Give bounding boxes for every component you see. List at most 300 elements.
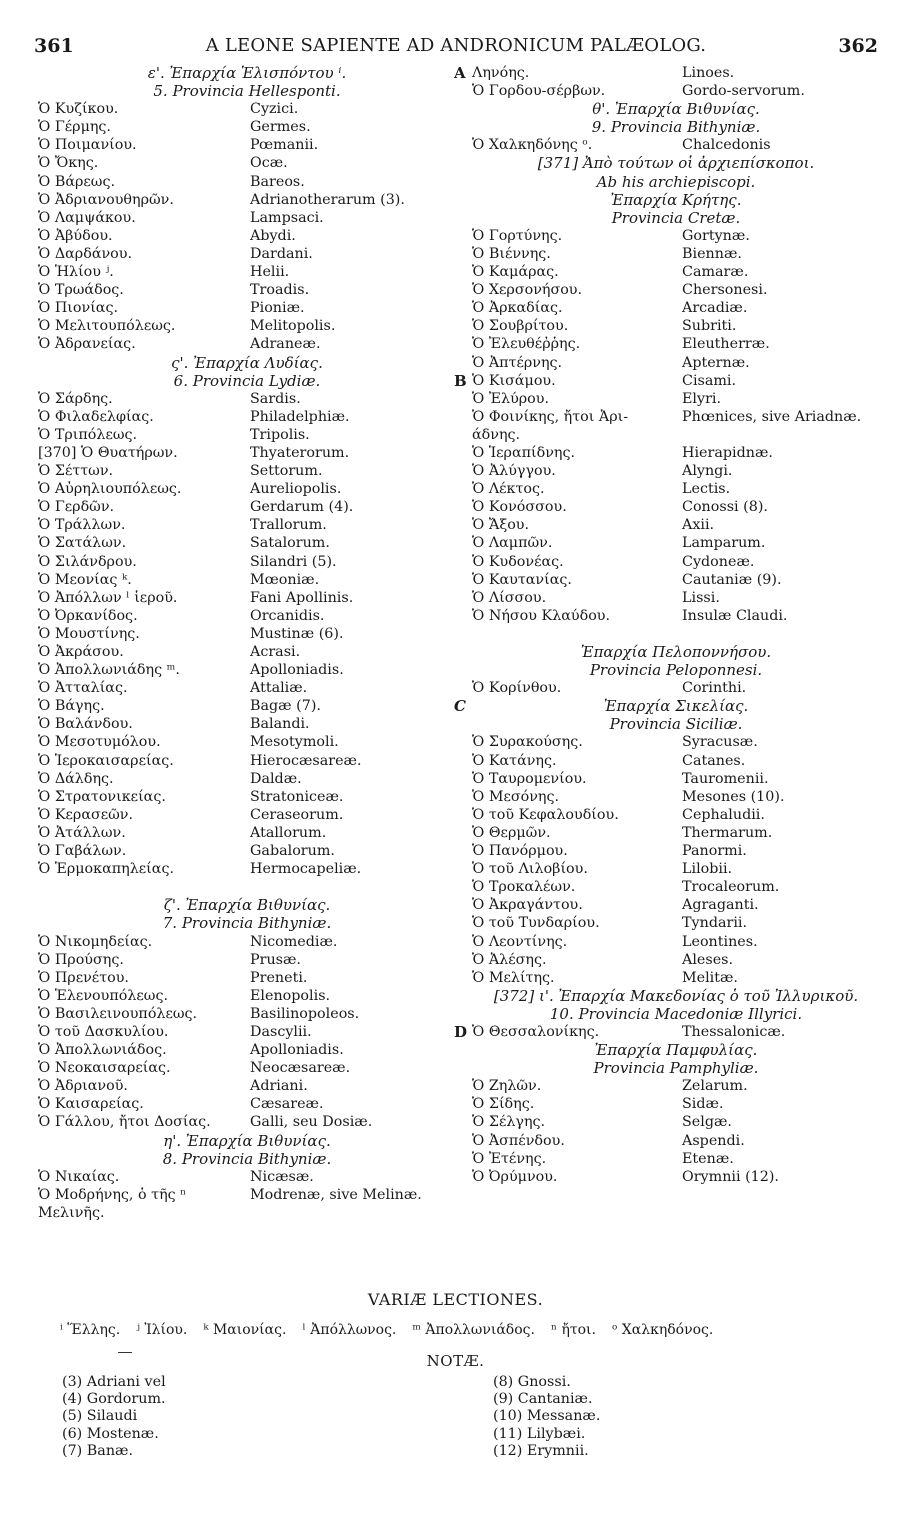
section-heading: 6. Provincia Lydiæ. xyxy=(173,371,321,390)
latin-see-name: Dascylii. xyxy=(250,1023,312,1040)
see-entry xyxy=(472,571,880,589)
greek-see-name: Ὁ Σίδης. xyxy=(472,1096,535,1113)
greek-see-name: Ὁ Σάρδης. xyxy=(38,390,113,407)
latin-see-name: Lissi. xyxy=(682,589,720,606)
greek-see-name: Ὁ Βασιλεινουπόλεως. xyxy=(38,1005,198,1022)
latin-see-name: Thermarum. xyxy=(682,824,773,841)
greek-see-name: Ὁ Ἀπόλλων ˡ ἱεροῦ. xyxy=(38,589,178,606)
see-entry xyxy=(38,770,456,788)
see-entry xyxy=(472,136,880,154)
greek-see-name: Ὁ Ἑρμοκαπηλείας. xyxy=(38,861,174,878)
latin-see-name: Gortynæ. xyxy=(682,227,750,244)
see-entry xyxy=(38,1186,456,1204)
see-entry xyxy=(38,281,456,299)
greek-see-name: Ὁ Ἐλευθέῤῥης. xyxy=(472,336,581,353)
see-entry xyxy=(38,607,456,625)
latin-see-name: Stratoniceæ. xyxy=(250,788,344,805)
latin-see-name: Helii. xyxy=(250,264,290,281)
greek-see-name: Ὁ Μελίτης. xyxy=(472,969,555,986)
section-heading: [372] ι'. Ἐπαρχία Μακεδονίας ὁ τοῦ Ἰλλυρικοῦ. xyxy=(493,986,859,1005)
left-column xyxy=(38,64,456,1222)
greek-see-name: Ὁ Δαρδάνου. xyxy=(38,245,133,262)
greek-see-name: Ὁ Σέττων. xyxy=(38,463,114,480)
greek-see-name: Ὁ Μελιτουπόλεως. xyxy=(38,318,176,335)
variae-lectiones-title: VARIÆ LECTIONES. xyxy=(367,1290,544,1309)
note-item: (7) Banæ. xyxy=(62,1442,134,1459)
greek-see-name: Ὁ Μεονίας ᵏ. xyxy=(38,571,132,588)
section-heading: Ἐπαρχία Σικελίας. C xyxy=(454,697,749,716)
greek-see-name: Ὁ Τροκαλέων. xyxy=(472,879,576,896)
latin-see-name: Trallorum. xyxy=(250,517,327,534)
section-heading: ε'. Ἐπαρχία Ἑλισπόντου ⁱ. xyxy=(147,64,347,82)
latin-see-name: Elyri. xyxy=(682,390,722,407)
greek-see-name: Ὁ Θεσσαλονίκης. xyxy=(472,1023,600,1040)
latin-see-name: Melitopolis. xyxy=(250,318,336,335)
margin-letter: A xyxy=(454,64,466,82)
latin-see-name: Bagæ (7). xyxy=(250,698,321,715)
latin-see-name: Adriani. xyxy=(250,1078,308,1095)
notes-right xyxy=(493,1374,600,1460)
greek-see-name: Ληνόης. xyxy=(472,65,530,81)
latin-see-name: Axii. xyxy=(682,517,715,534)
see-entry xyxy=(38,1005,456,1023)
see-entry xyxy=(472,1077,880,1095)
latin-see-name: Nicomediæ. xyxy=(250,933,338,950)
see-entry xyxy=(472,444,880,462)
see-entry xyxy=(38,299,456,317)
greek-see-name: Ὁ Πρενέτου. xyxy=(38,969,129,986)
latin-see-name: Zelarum. xyxy=(682,1078,748,1095)
latin-see-name: Camaræ. xyxy=(682,264,749,281)
latin-see-name: Germes. xyxy=(250,119,311,136)
latin-see-name: Satalorum. xyxy=(250,535,330,552)
see-entry xyxy=(472,752,880,770)
latin-see-name: Catanes. xyxy=(682,752,746,769)
greek-see-name: Ὁ Ἡλίου ʲ. xyxy=(38,264,114,281)
latin-see-name: Ceraseorum. xyxy=(250,806,344,823)
latin-see-name: Basilinopoleos. xyxy=(250,1005,360,1022)
greek-see-name: Ὁ Ἑλενουπόλεως. xyxy=(38,987,168,1004)
greek-see-name: Ὁ Ταυρομενίου. xyxy=(472,770,587,787)
variant-reading: ˡ Ἀπόλλωνος. xyxy=(302,1322,397,1338)
note-item: (12) Erymnii. xyxy=(493,1442,589,1459)
section-heading: ζ'. Ἐπαρχία Βιθυνίας. xyxy=(163,896,331,915)
greek-see-name: Ὁ Ἀρκαδίας. xyxy=(472,300,563,317)
see-entry xyxy=(38,987,456,1005)
spacer xyxy=(472,625,880,643)
greek-see-name: Ὁ τοῦ Κεφαλουδίου. xyxy=(472,806,619,823)
latin-see-name: Apternæ. xyxy=(682,354,750,371)
latin-see-name: Thessalonicæ. xyxy=(682,1023,786,1040)
greek-see-name: Ὁ Ἱεροκαισαρείας. xyxy=(38,752,174,769)
latin-see-name: Bareos. xyxy=(250,173,305,190)
latin-see-name: Cephaludii. xyxy=(682,806,765,823)
notes-left xyxy=(62,1374,166,1460)
greek-see-name: Ὁ Λαμπῶν. xyxy=(472,535,553,552)
latin-see-name: Orymnii (12). xyxy=(682,1168,779,1185)
latin-see-name: Selgæ. xyxy=(682,1114,732,1131)
see-entry xyxy=(38,842,456,860)
greek-see-name: Ὁ Γάλλου, ἤτοι Δοσίας. xyxy=(38,1114,211,1131)
greek-see-name: Ὁ Σουβρίτου. xyxy=(472,318,569,335)
see-entry xyxy=(472,553,880,571)
latin-see-name: Conossi (8). xyxy=(682,499,768,516)
section-heading: [371] Ἀπὸ τούτων οἱ ἀρχιεπίσκοποι. xyxy=(537,154,815,173)
greek-see-name: Ὁ Καυτανίας. xyxy=(472,571,572,588)
latin-see-name: Aureliopolis. xyxy=(250,481,342,498)
latin-see-name: Cæsareæ. xyxy=(250,1096,324,1113)
see-entry xyxy=(38,969,456,987)
see-entry xyxy=(38,733,456,751)
see-entry xyxy=(38,209,456,227)
see-entry xyxy=(38,390,456,408)
right-column xyxy=(454,64,880,1186)
greek-see-name: Ὁ Ἀτταλίας. xyxy=(38,680,128,697)
greek-see-name: Ὁ τοῦ Τυνδαρίου. xyxy=(472,915,600,932)
latin-see-name: Mœoniæ. xyxy=(250,571,320,588)
latin-see-name: Sardis. xyxy=(250,390,301,407)
latin-see-name: Cisami. xyxy=(682,372,737,389)
section-heading: 8. Provincia Bithyniæ. xyxy=(162,1149,332,1168)
see-entry xyxy=(38,227,456,245)
greek-see-name: Ὁ Μουστίνης. xyxy=(38,625,140,642)
greek-see-name: Ὁ Ἀπτέρνης. xyxy=(472,354,563,371)
latin-see-name: Tripolis. xyxy=(250,426,310,443)
latin-see-name: Insulæ Claudi. xyxy=(682,607,788,624)
see-entry xyxy=(38,860,456,878)
greek-see-name: Ὁ Ἀδριανοῦ. xyxy=(38,1078,128,1095)
greek-see-name: Ὁ Ἄξου. xyxy=(472,517,530,534)
greek-see-name: Ὁ Γαβάλων. xyxy=(38,843,127,860)
greek-see-name: Ὁ Ἀτάλλων. xyxy=(38,824,126,841)
see-entry xyxy=(38,553,456,571)
latin-see-name: Panormi. xyxy=(682,843,747,860)
see-entry xyxy=(472,589,880,607)
note-item: (11) Lilybæi. xyxy=(493,1425,586,1442)
variant-reading: ⁱ Ἕλλης. xyxy=(60,1322,121,1338)
see-entry xyxy=(38,752,456,770)
latin-see-name: Aspendi. xyxy=(682,1132,745,1149)
greek-see-name: Ὁ Τράλλων. xyxy=(38,517,126,534)
see-entry xyxy=(38,788,456,806)
see-entry xyxy=(38,697,456,715)
latin-see-name: Galli, seu Dosiæ. xyxy=(250,1114,373,1131)
greek-see-name: Ὁ Συρακούσης. xyxy=(472,734,583,751)
greek-see-name: Ὁ Ἀλέσης. xyxy=(472,951,547,968)
greek-see-name: Ὁ Τρωάδος. xyxy=(38,282,124,299)
latin-see-name: Linoes. xyxy=(682,65,735,81)
latin-see-name: Prusæ. xyxy=(250,951,301,968)
variant-reading: ʲ Ἰλίου. xyxy=(136,1322,188,1338)
latin-see-name: Corinthi. xyxy=(682,680,747,697)
section-heading: 7. Provincia Bithyniæ. xyxy=(162,914,332,933)
see-entry xyxy=(38,426,456,444)
section-heading: Provincia Peloponnesi. xyxy=(589,661,763,680)
see-entry xyxy=(472,1113,880,1131)
see-entry xyxy=(472,354,880,372)
latin-see-name: Atallorum. xyxy=(250,824,327,841)
see-entry xyxy=(38,1113,456,1131)
page-number-right: 362 xyxy=(838,35,878,57)
greek-see-name: Ὁ Μοδρήνης, ὁ τῆς ⁿ xyxy=(38,1186,187,1203)
note-item: (3) Adriani vel xyxy=(62,1374,166,1390)
greek-see-name: Ὁ Πανόρμου. xyxy=(472,843,568,860)
greek-see-name: Ὁ Λεοντίνης. xyxy=(472,933,568,950)
latin-see-name: Leontines. xyxy=(682,933,758,950)
latin-see-name: Hermocapeliæ. xyxy=(250,861,362,878)
latin-see-name: Eleutherræ. xyxy=(682,336,770,353)
see-entry xyxy=(38,715,456,733)
see-entry xyxy=(38,263,456,281)
see-entry xyxy=(38,643,456,661)
greek-see-name: Ὁ Κυζίκου. xyxy=(38,101,119,118)
see-entry xyxy=(38,335,456,353)
see-entry xyxy=(38,1204,456,1222)
section-heading: Ab his archiepiscopi. xyxy=(596,172,756,191)
latin-see-name: Cydoneæ. xyxy=(682,553,755,570)
page-header xyxy=(34,35,878,59)
greek-see-name: Ὁ Ἱεραπίδνης. xyxy=(472,444,576,461)
see-entry xyxy=(472,516,880,534)
see-entry xyxy=(38,933,456,951)
greek-see-name: Ὁ Ἐτένης. xyxy=(472,1150,547,1167)
latin-see-name: Ocæ. xyxy=(250,155,288,172)
greek-see-name: [370] Ὁ Θυατήρων. xyxy=(38,444,178,461)
see-entry xyxy=(38,408,456,426)
see-entry xyxy=(38,571,456,589)
latin-see-name: Phœnices, sive Ariadnæ. xyxy=(682,408,862,425)
see-entry xyxy=(472,896,880,914)
greek-see-name: Ὁ Προύσης. xyxy=(38,951,124,968)
latin-see-name: Orcanidis. xyxy=(250,607,325,624)
see-entry xyxy=(472,299,880,317)
section-heading: Provincia Cretæ. xyxy=(611,208,741,227)
latin-see-name: Hierapidnæ. xyxy=(682,444,773,461)
variant-reading: ⁿ ἤτοι. xyxy=(550,1322,596,1338)
see-entry xyxy=(38,625,456,643)
see-entry xyxy=(472,1132,880,1150)
see-entry xyxy=(472,462,880,480)
see-entry xyxy=(472,227,880,245)
see-entry xyxy=(472,770,880,788)
greek-see-name: Ὁ Κατάνης. xyxy=(472,752,557,769)
section-heading: θ'. Ἐπαρχία Βιθυνίας. xyxy=(592,100,760,119)
see-entry xyxy=(472,1095,880,1113)
see-entry xyxy=(38,317,456,335)
greek-see-name: Ὁ Αὐρηλιουπόλεως. xyxy=(38,481,182,498)
see-entry xyxy=(38,1059,456,1077)
latin-see-name: Hierocæsareæ. xyxy=(250,752,362,769)
greek-see-name: Ὁ Ἀπολλωνιάδης ᵐ. xyxy=(38,662,180,679)
latin-see-name: Apolloniadis. xyxy=(250,662,344,679)
see-entry xyxy=(38,498,456,516)
latin-see-name: Alyngi. xyxy=(682,463,733,480)
see-entry xyxy=(38,154,456,172)
latin-see-name: Fani Apollinis. xyxy=(250,589,354,606)
see-entry xyxy=(38,1023,456,1041)
see-entry xyxy=(472,824,880,842)
section-heading: 10. Provincia Macedoniæ Illyrici. xyxy=(549,1004,803,1023)
latin-see-name: Agraganti. xyxy=(682,897,759,914)
greek-see-name: Ὁ Μεσοτυμόλου. xyxy=(38,734,161,751)
latin-see-name: Melitæ. xyxy=(682,969,738,986)
section-heading: η'. Ἐπαρχία Βιθυνίας. xyxy=(163,1131,331,1150)
running-title: A LEONE SAPIENTE AD ANDRONICUM PALÆOLOG. xyxy=(205,35,707,56)
latin-see-name: Chalcedonis xyxy=(682,137,771,154)
latin-see-name: Nicæsæ. xyxy=(250,1168,314,1185)
latin-see-name: Cautaniæ (9). xyxy=(682,571,782,588)
latin-see-name: Lamparum. xyxy=(682,535,766,552)
see-entry xyxy=(38,444,456,462)
see-entry xyxy=(472,1168,880,1186)
greek-see-name: Ὁ Κυδονέας. xyxy=(472,553,564,570)
see-entry xyxy=(472,951,880,969)
see-entry xyxy=(472,480,880,498)
latin-see-name: Trocaleorum. xyxy=(682,879,780,896)
greek-see-name: Ὁ Νεοκαισαρείας. xyxy=(38,1060,171,1077)
note-item: (6) Mostenæ. xyxy=(62,1425,159,1442)
see-entry xyxy=(472,733,880,751)
latin-see-name: Etenæ. xyxy=(682,1150,734,1167)
note-item: (5) Silaudi xyxy=(62,1408,138,1425)
margin-letter: B xyxy=(454,371,467,390)
note-item: (9) Cantaniæ. xyxy=(493,1391,593,1408)
see-entry xyxy=(472,317,880,335)
see-entry xyxy=(472,788,880,806)
see-entry xyxy=(38,462,456,480)
margin-letter: D xyxy=(454,1022,468,1041)
see-entry xyxy=(472,969,880,987)
see-entry xyxy=(38,118,456,136)
greek-see-name: Ὁ Γέρμης. xyxy=(38,119,111,136)
greek-see-name: Ὁ Στρατονικείας. xyxy=(38,788,166,805)
greek-see-name: άδνης. xyxy=(472,426,521,443)
greek-see-name: Ὁ Ἀδριανουθηρῶν. xyxy=(38,191,174,208)
section-heading: Ἐπαρχία Παμφυλίας. xyxy=(594,1041,758,1060)
see-entry xyxy=(38,806,456,824)
latin-see-name: Subriti. xyxy=(682,318,737,335)
greek-see-name: Ὁ Καισαρείας. xyxy=(38,1096,144,1113)
see-entry xyxy=(472,390,880,408)
margin-letter: C xyxy=(454,697,466,716)
see-entry xyxy=(472,914,880,932)
greek-see-name: Ὁ Λαμψάκου. xyxy=(38,209,136,226)
latin-see-name: Pioniæ. xyxy=(250,300,305,317)
latin-see-name: Lampsaci. xyxy=(250,209,324,226)
latin-see-name: Silandri (5). xyxy=(250,553,337,570)
variae-lectiones xyxy=(60,1322,880,1338)
section-heading: 9. Provincia Bithyniæ. xyxy=(591,118,761,137)
latin-see-name: Attaliæ. xyxy=(250,680,308,697)
greek-see-name: Ὁ τοῦ Λιλοβίου. xyxy=(472,861,588,878)
see-entry xyxy=(38,191,456,209)
latin-see-name: Balandi. xyxy=(250,716,310,733)
see-entry xyxy=(38,480,456,498)
section-heading: Provincia Pamphyliæ. xyxy=(593,1059,759,1078)
latin-see-name: Thyaterorum. xyxy=(250,444,350,461)
page-number-left: 361 xyxy=(34,35,74,57)
see-entry xyxy=(472,263,880,281)
latin-see-name: Tauromenii. xyxy=(682,770,769,787)
latin-see-name: Mesotymoli. xyxy=(250,734,339,751)
see-entry xyxy=(454,371,880,390)
greek-see-name: Ὁ Χερσονήσου. xyxy=(472,282,583,299)
greek-see-name: Ὁ Ποιμανίου. xyxy=(38,137,137,154)
greek-see-name: Ὁ Γερδῶν. xyxy=(38,499,115,516)
latin-see-name: Chersonesi. xyxy=(682,282,768,299)
latin-see-name: Biennæ. xyxy=(682,245,742,262)
greek-see-name: Ὁ Λίσσου. xyxy=(472,589,547,606)
greek-see-name: Ὁ Φιλαδελφίας. xyxy=(38,408,154,425)
latin-see-name: Sidæ. xyxy=(682,1096,724,1113)
see-entry xyxy=(38,516,456,534)
latin-see-name: Tyndarii. xyxy=(682,915,748,932)
latin-see-name: Gabalorum. xyxy=(250,843,335,860)
latin-see-name: Mustinæ (6). xyxy=(250,625,344,642)
greek-see-name: Ὁ Κισάμου. xyxy=(472,372,556,389)
latin-see-name: Arcadiæ. xyxy=(682,300,748,317)
latin-see-name: Troadis. xyxy=(250,282,310,299)
note-item: (10) Messanæ. xyxy=(493,1408,601,1425)
see-entry xyxy=(38,136,456,154)
greek-see-name: Ὁ Κορίνθου. xyxy=(472,680,562,697)
section-heading: 5. Provincia Hellesponti. xyxy=(153,82,341,101)
latin-see-name: Settorum. xyxy=(250,463,323,480)
latin-see-name: Daldæ. xyxy=(250,770,302,787)
greek-see-name: Ὁ Κερασεῶν. xyxy=(38,806,134,823)
see-entry xyxy=(38,589,456,607)
spacer xyxy=(38,878,456,896)
greek-see-name: Ὁ Σιλάνδρου. xyxy=(38,553,137,570)
see-entry xyxy=(472,806,880,824)
greek-see-name: Ὁ Κονόσσου. xyxy=(472,499,567,516)
notae-title: NOTÆ. xyxy=(426,1352,485,1370)
greek-see-name: Ὁ Ἀκράσου. xyxy=(38,644,124,660)
greek-see-name: Ὁ Γορτύνης. xyxy=(472,227,563,244)
latin-see-name: Mesones (10). xyxy=(682,788,785,805)
see-entry xyxy=(472,1150,880,1168)
greek-see-name: Ὁ Γορδου-σέρβων. xyxy=(472,83,606,100)
latin-see-name: Gordo-servorum. xyxy=(682,83,805,100)
greek-see-name: Ὁ Ἀβύδου. xyxy=(38,227,113,244)
see-entry xyxy=(38,661,456,679)
latin-see-name: Lilobii. xyxy=(682,861,733,878)
greek-see-name: Ὁ Βάγης. xyxy=(38,698,105,715)
see-entry xyxy=(38,1168,456,1186)
see-entry xyxy=(472,245,880,263)
greek-see-name: Ὁ Βαλάνδου. xyxy=(38,716,133,733)
greek-see-name: Ὁ Νικομηδείας. xyxy=(38,933,153,950)
latin-see-name: Acrasi. xyxy=(250,644,301,660)
greek-see-name: Ὁ Νήσου Κλαύδου. xyxy=(472,607,611,624)
greek-see-name: Ὁ Ἀσπένδου. xyxy=(472,1132,565,1149)
see-entry xyxy=(472,878,880,896)
see-entry xyxy=(38,1077,456,1095)
see-entry xyxy=(472,679,880,697)
greek-see-name: Ὁ Ὀρύμνου. xyxy=(472,1168,558,1185)
variant-reading: ᵐ Ἀπολλωνιάδος. xyxy=(412,1322,535,1338)
see-entry xyxy=(472,426,880,444)
see-entry xyxy=(38,1041,456,1059)
see-entry xyxy=(472,408,880,426)
latin-see-name: Pœmanii. xyxy=(250,137,319,154)
latin-see-name: Adrianotherarum (3). xyxy=(250,191,405,208)
see-entry xyxy=(472,860,880,878)
greek-see-name: Ὁ Πιονίας. xyxy=(38,300,119,317)
greek-see-name: Ὁ Νικαίας. xyxy=(38,1168,120,1185)
see-entry xyxy=(38,534,456,552)
see-entry xyxy=(472,933,880,951)
